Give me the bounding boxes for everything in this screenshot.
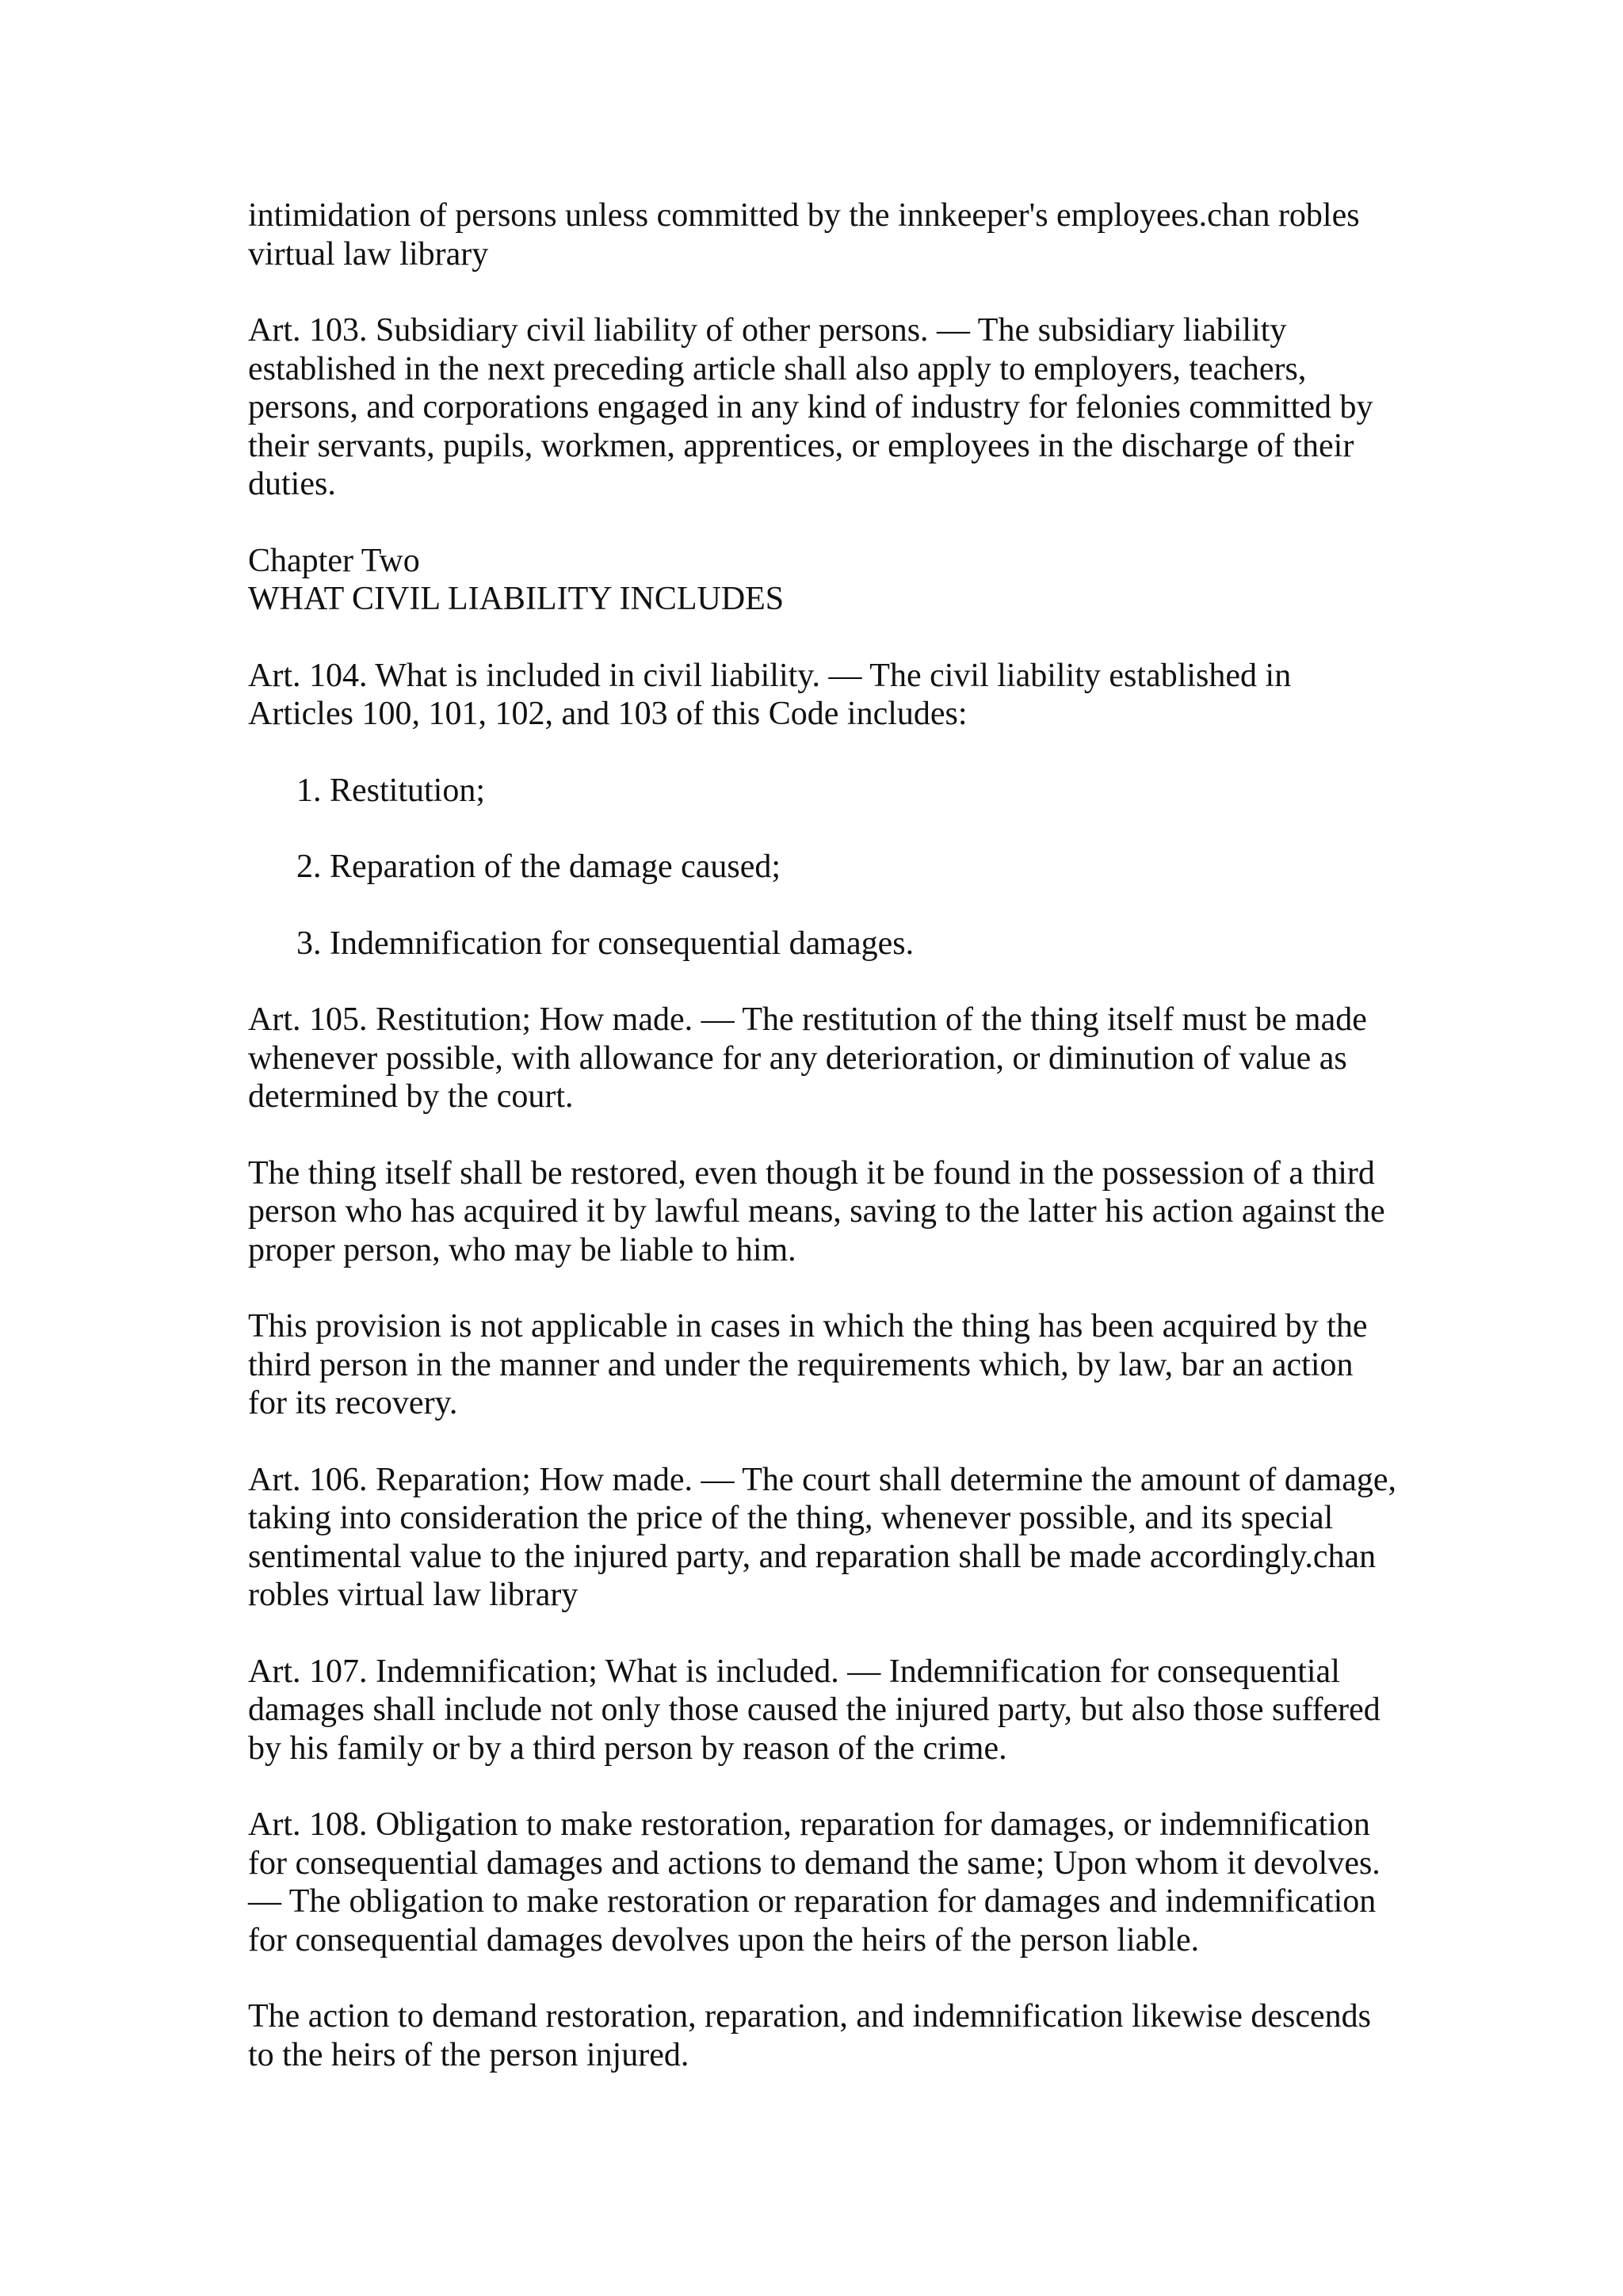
- paragraph-art-108: Art. 108. Obligation to make restoration, reparation for damages, or indemnification for consequential damages and actions to demand the same; Upon whom it devolves. — The obligation to make restoration or reparation for damages and indemnification for consequential damages devolves upon the heirs of the person liable.: [248, 1806, 1381, 1958]
- chapter-title: WHAT CIVIL LIABILITY INCLUDES: [248, 581, 785, 617]
- paragraph-restoration: The thing itself shall be restored, even though it be found in the possession of a third person who has acquired it by lawful means, saving to the latter his action against the proper person, who may be liable to him.: [248, 1154, 1385, 1268]
- paragraph-art-105: Art. 105. Restitution; How made. — The restitution of the thing itself must be made whenever possible, with allowance for any deterioration, or diminution of value as determined by the court.: [248, 1001, 1367, 1115]
- list-item-text: Indemnification for consequential damages.: [330, 925, 915, 962]
- list-item: [248, 925, 1397, 963]
- paragraph-heirs-injured: The action to demand restoration, reparation, and indemnification likewise descends to the heirs of the person injured.: [248, 1998, 1372, 2073]
- paragraph-art-104: Art. 104. What is included in civil liability. — The civil liability established in Articles 100, 101, 102, and 103 of this Code includes:: [248, 657, 1292, 732]
- chapter-label: Chapter Two: [248, 542, 420, 579]
- list-item-number: 1.: [296, 772, 322, 809]
- list-item-number: 3.: [296, 925, 322, 962]
- paragraph-exception: This provision is not applicable in cases in which the thing has been acquired by the third person in the manner and under the requirements which, by law, bar an action for its recovery.: [248, 1308, 1368, 1421]
- paragraph-art-107: Art. 107. Indemnification; What is included. — Indemnification for consequential damages shall include not only those caused the injured party, but also those suffered by his family or by a third person by reason of the crime.: [248, 1653, 1381, 1767]
- list-item: [248, 772, 1397, 810]
- chapter-heading: [248, 542, 1397, 619]
- list-item-number: 2.: [296, 849, 322, 885]
- list-item-text: Reparation of the damage caused;: [330, 849, 781, 885]
- list-item-text: Restitution;: [330, 772, 486, 809]
- list-item: [248, 848, 1397, 887]
- paragraph-art-103: Art. 103. Subsidiary civil liability of other persons. — The subsidiary liability established in the next preceding article shall also apply to employers, teachers, persons, and corporations engaged in any kind of industry for felonies committed by their servants, pupils, workmen, apprentices, or employees in the discharge of their duties.: [248, 312, 1373, 502]
- document-page: [248, 196, 1397, 2112]
- paragraph-innkeeper-continuation: intimidation of persons unless committed by the innkeeper's employees.chan robles virtual law library: [248, 197, 1360, 273]
- paragraph-art-106: Art. 106. Reparation; How made. — The court shall determine the amount of damage, taking into consideration the price of the thing, whenever possible, and its special sentimental value to the injured party, and reparation shall be made accordingly.chan robles virtual law library: [248, 1461, 1396, 1613]
